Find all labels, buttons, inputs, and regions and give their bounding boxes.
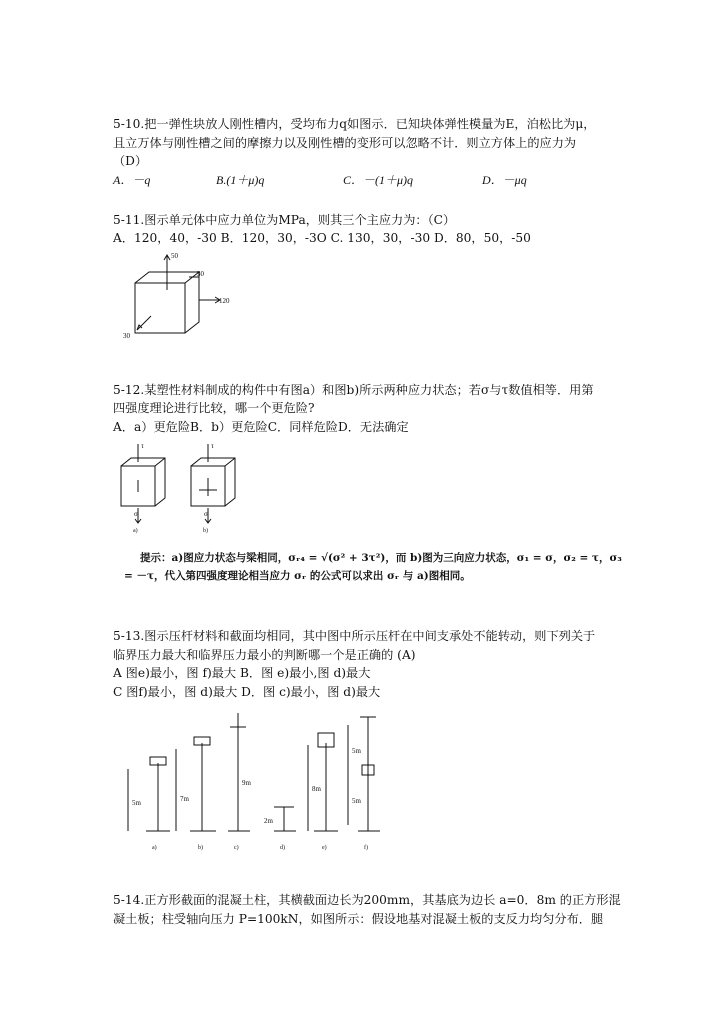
q512-line1: 5-12.某塑性材料制成的构件中有图a）和图b)所示两种应力状态；若σ与τ数值相等．用第 [113, 383, 594, 397]
sigma-label-b: σ [204, 510, 208, 518]
figure-label-a: a) [133, 528, 138, 534]
q511-line2: A．120，40，-30 B．120，30，-3O C. 130，30，-30 D．80，50，-50 [113, 231, 531, 245]
label-f: f) [364, 845, 368, 851]
stress-right-upper-label: 30 [197, 270, 204, 278]
q510-line2: 且立万体与刚性槽之间的摩擦力以及刚性槽的变形可以忽略不计．则立方体上的应力为 [113, 136, 577, 150]
q513-line1: 5-13.图示压杆材料和截面均相同，其中图中所示压杆在中间支承处不能转动，则下列关于 [113, 629, 596, 643]
q513-line4: C 图f)最小，图 d)最大 D．图 c)最小，图 d)最大 [113, 685, 381, 699]
q510-option-a: A．－q [113, 173, 151, 187]
stress-top-label: 50 [171, 252, 178, 260]
length-e: 8m [312, 785, 321, 793]
stress-bottom-left-label: 30 [123, 332, 130, 340]
q514-line2: 凝土板；柱受轴向压力 P=100kN，如图所示：假设地基对混凝土板的支反力均匀分布．腿 [113, 912, 604, 926]
q514-line1: 5-14.正方形截面的混凝土柱，其横截面边长为200mm，其基底为边长 a=0．8m 的正方形混 [113, 893, 621, 907]
q510-option-d: D．－μq [482, 173, 527, 187]
sigma-label-a: σ [134, 510, 138, 518]
q512-hint-line1: 提示：a)图应力状态与梁相同，σᵣ₄ = √(σ² + 3τ²)，而 b)图为三向应力状态，σ₁ = σ，σ₂ = τ，σ₃ [140, 552, 622, 564]
label-b: b) [198, 845, 203, 851]
tau-label-a: τ [141, 442, 144, 450]
tau-label-b: τ [211, 442, 214, 450]
q512-line3: A．a）更危险B．b）更危险C．同样危险D．无法确定 [113, 420, 409, 434]
length-d: 2m [264, 817, 273, 825]
sigma-bottom-arrow [137, 316, 151, 330]
length-c: 9m [242, 779, 251, 787]
label-a: a) [152, 845, 157, 851]
length-b: 7m [180, 795, 189, 803]
label-d: d) [280, 845, 285, 851]
length-f-top: 5m [352, 747, 361, 755]
q510-line1: 5-10.把一弹性块放人刚性槽内，受均布力q如图示．已知块体弹性模量为E，泊松比为μ， [113, 117, 596, 131]
cube-front-face [135, 283, 185, 333]
length-f-bottom: 5m [352, 797, 361, 805]
q513-line3: A 图e)最小，图 f)最大 B．图 e)最小,图 d)最大 [113, 666, 371, 680]
q513-line2: 临界压力最大和临界压力最小的判断哪一个是正确的 (A) [113, 648, 416, 662]
q512-line2: 四强度理论进行比较，哪一个更危险? [113, 401, 315, 415]
label-c: c) [234, 845, 239, 851]
q512-hint-line2: = －τ，代入第四强度理论相当应力 σᵣ 的公式可以求出 σᵣ 与 a)图相同。 [124, 570, 471, 582]
q510-option-c: C．－(1＋μ)q [343, 173, 414, 187]
q510-answer: （D） [113, 154, 148, 168]
q512-stress-figure [113, 436, 243, 534]
length-a: 5m [132, 799, 141, 807]
q513-column-figure [118, 705, 388, 853]
q510-option-b: B.(1＋μ)q [216, 173, 265, 187]
label-e: e) [322, 845, 327, 851]
q511-element-figure [115, 250, 235, 342]
figure-label-b: b) [203, 528, 208, 534]
q511-line1: 5-11.图示单元体中应力单位为MPa，则其三个主应力为：（C） [113, 213, 456, 227]
stress-right-label: 120 [219, 297, 230, 305]
